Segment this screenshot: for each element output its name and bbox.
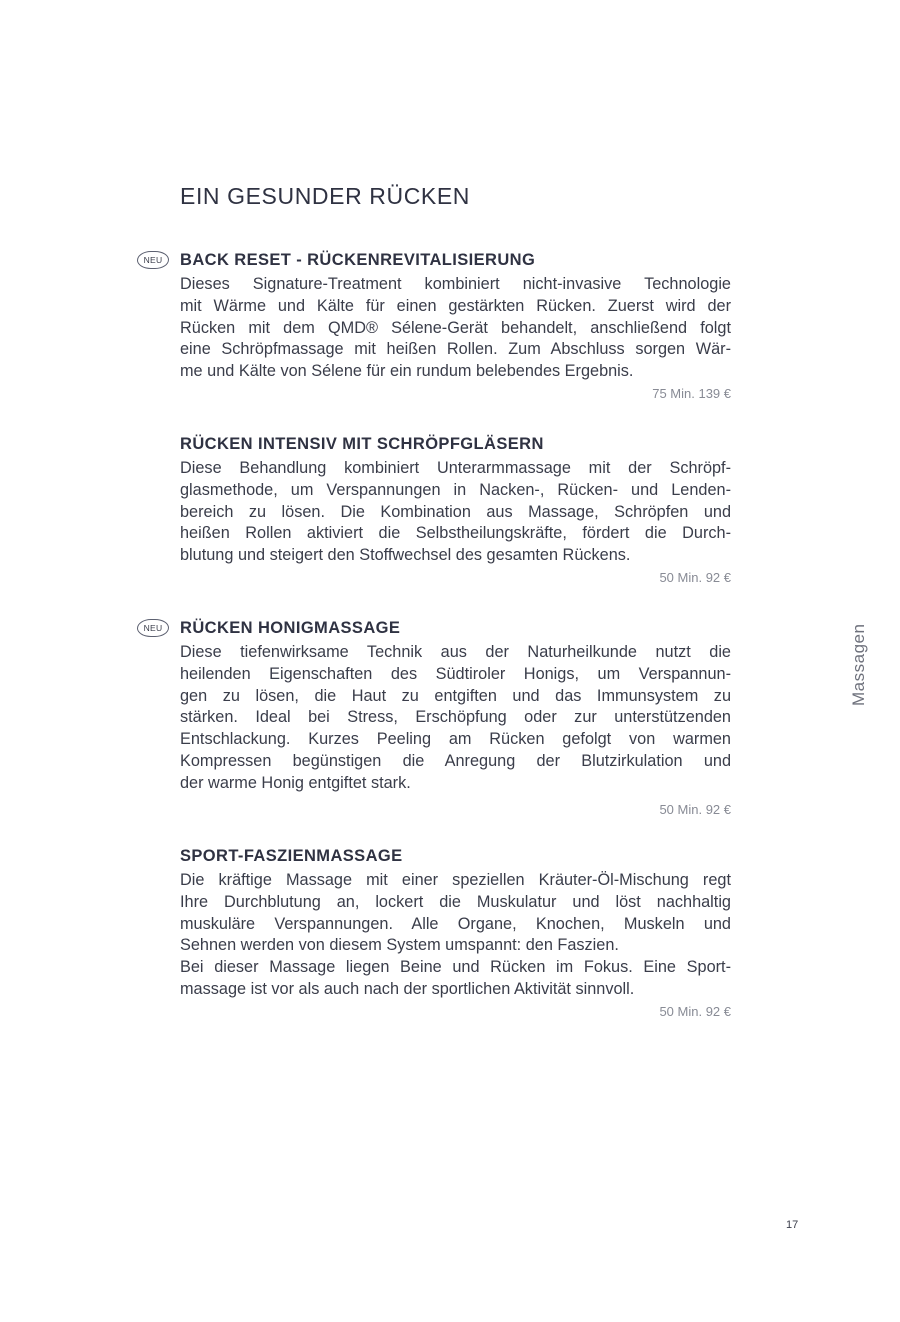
treatment-price: 50 Min. 92 € bbox=[659, 1003, 731, 1019]
treatment-title: RÜCKEN HONIGMASSAGE bbox=[180, 619, 401, 637]
treatment-description: Diese Behandlung kombiniert Unterarmmassage mit der Schröpf- glasmethode, um Verspannungen in Nacken-, Rücken- und Lenden- bereich zu lösen. Die Kombination aus Massage, Schröpfen und heißen Rollen aktiviert die Selbstheilungskräfte, fördert die Durch- blutung und steigert den Stoffwechsel des gesamten Rückens. bbox=[180, 459, 731, 565]
treatment-description: Dieses Signature-Treatment kombiniert nicht-invasive Technologie mit Wärme und Kälte für einen gestärkten Rücken. Zuerst wird der Rücken mit dem QMD® Sélene-Gerät behandelt, anschließend folgt eine Schröpfmassage mit heißen Rollen. Zum Abschluss sorgen Wär- me und Kälte von Sélene für ein rundum belebendes Ergebnis. bbox=[180, 275, 731, 381]
new-badge: NEU bbox=[137, 251, 169, 269]
treatment-price: 75 Min. 139 € bbox=[652, 385, 731, 401]
treatment-price: 50 Min. 92 € bbox=[659, 801, 731, 817]
treatment-title: RÜCKEN INTENSIV MIT SCHRÖPFGLÄSERN bbox=[180, 435, 544, 453]
page-number: 17 bbox=[786, 1219, 799, 1231]
treatment-title: SPORT-FASZIENMASSAGE bbox=[180, 847, 403, 865]
treatment-title: BACK RESET - RÜCKENREVITALISIERUNG bbox=[180, 251, 536, 269]
page-title: EIN GESUNDER RÜCKEN bbox=[180, 183, 470, 209]
treatment-section-honigmassage bbox=[143, 618, 731, 819]
treatment-description: Die kräftige Massage mit einer speziellen Kräuter-Öl-Mischung regt Ihre Durchblutung an, lockert die Muskulatur und löst nachhaltig muskuläre Verspannungen. Alle Organe, Knochen, Muskeln und Sehnen werden von diesem System umspannt: den Faszien. Bei dieser Massage liegen Beine und Rücken im Fokus. Eine Sport- massage ist vor als auch nach der sportlichen Aktivität sinnvoll. bbox=[180, 871, 731, 998]
treatment-section-sport-faszien bbox=[180, 846, 731, 1021]
new-badge: NEU bbox=[137, 619, 169, 637]
treatment-price: 50 Min. 92 € bbox=[659, 569, 731, 585]
chapter-side-label: Massagen bbox=[849, 623, 868, 706]
treatment-section-ruecken-intensiv bbox=[180, 434, 731, 587]
treatment-description: Diese tiefenwirksame Technik aus der Naturheilkunde nutzt die heilenden Eigenschaften des Südtiroler Honigs, um Verspannun- gen zu lösen, die Haut zu entgiften und das Immunsystem zu stärken. Ideal bei Stress, Erschöpfung oder zur unterstützenden Entschlackung. Kurzes Peeling am Rücken gefolgt von warmen Kompressen begünstigen die Anregung der Blutzirkulation und der warme Honig entgiftet stark. bbox=[180, 643, 731, 792]
treatment-section-back-reset bbox=[143, 250, 731, 403]
